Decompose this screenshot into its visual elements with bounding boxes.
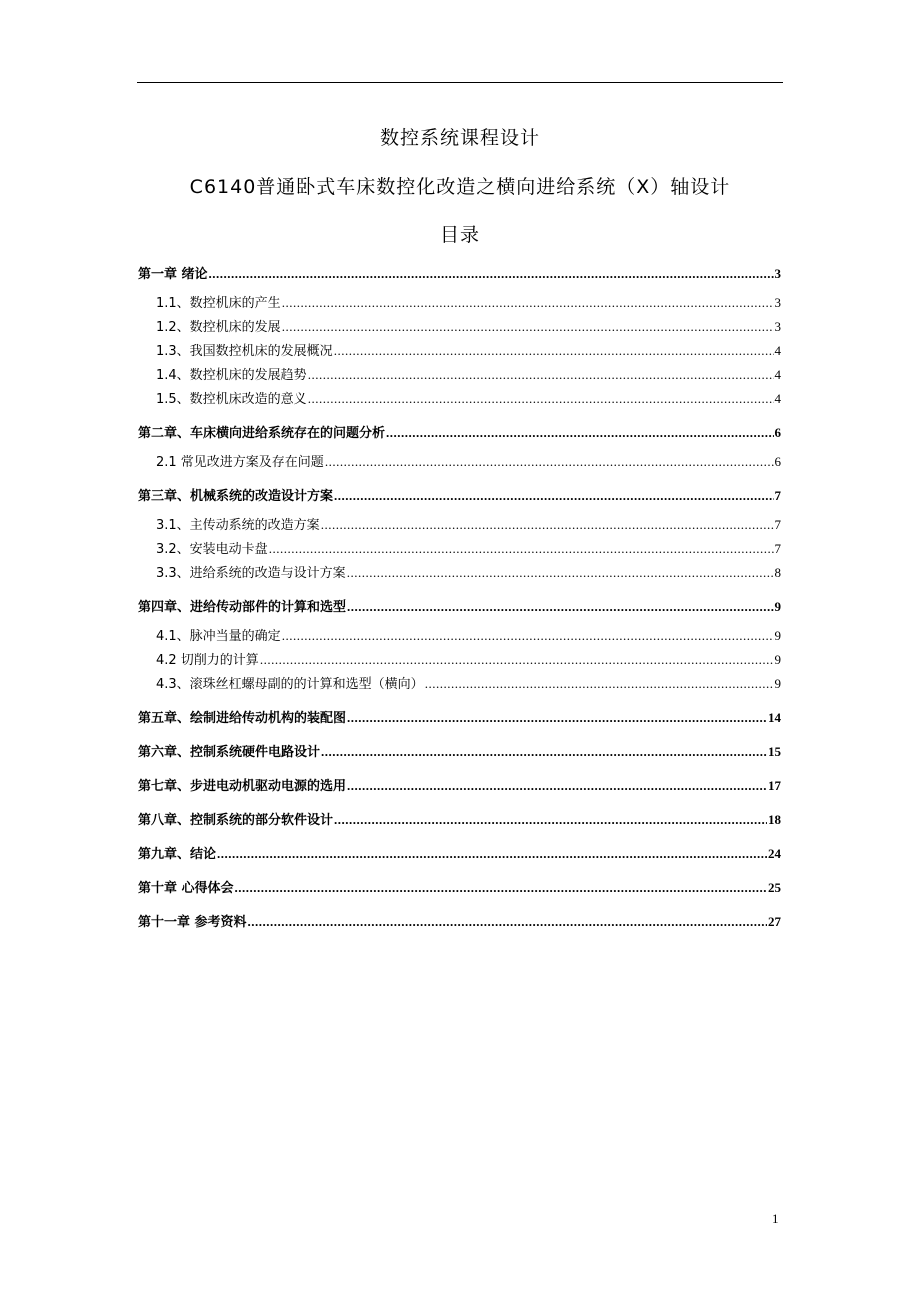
toc-section-entry[interactable]: [138, 676, 781, 693]
toc-dot-leader: [386, 425, 773, 441]
toc-chapter-entry[interactable]: [138, 880, 781, 897]
toc-section-entry[interactable]: [138, 295, 781, 312]
toc-entry-page: 15: [768, 744, 781, 759]
toc-entry-title: 第一章 绪论: [138, 267, 208, 282]
toc-dot-leader: [308, 367, 774, 383]
toc-dot-leader: [282, 319, 774, 335]
toc-section-entry[interactable]: [138, 391, 781, 408]
toc-section-entry[interactable]: [138, 565, 781, 582]
toc-dot-leader: [209, 266, 774, 282]
toc-entry-title: 3.2、安装电动卡盘: [156, 542, 268, 557]
toc-entry-page: 6: [774, 425, 781, 440]
toc-entry-title: 2.1 常见改进方案及存在问题: [156, 455, 324, 470]
toc-chapter-entry[interactable]: [138, 914, 781, 931]
toc-dot-leader: [321, 517, 774, 533]
toc-chapter-entry[interactable]: [138, 599, 781, 616]
toc-dot-leader: [282, 628, 774, 644]
toc-dot-leader: [260, 652, 774, 668]
toc-entry-title: 第五章、绘制进给传动机构的装配图: [138, 711, 347, 726]
toc-entry-title: 1.4、数控机床的发展趋势: [156, 368, 307, 383]
toc-entry-title: 第十章 心得体会: [138, 881, 234, 896]
toc-chapter-entry[interactable]: [138, 488, 781, 505]
toc-entry-title: 第六章、控制系统硬件电路设计: [138, 745, 321, 760]
toc-section-entry[interactable]: [138, 367, 781, 384]
toc-entry-page: 24: [768, 846, 781, 861]
toc-dot-leader: [235, 880, 767, 896]
toc-entry-title: 1.3、我国数控机床的发展概况: [156, 344, 333, 359]
toc-entry-page: 8: [774, 565, 781, 580]
toc-entry-title: 3.1、主传动系统的改造方案: [156, 518, 320, 533]
toc-section-entry[interactable]: [138, 628, 781, 645]
toc-section-entry[interactable]: [138, 343, 781, 360]
toc-chapter-entry[interactable]: [138, 266, 781, 283]
toc-dot-leader: [308, 391, 774, 407]
toc-entry-title: 第十一章 参考资料: [138, 915, 247, 930]
document-title: 数控系统课程设计: [379, 127, 540, 149]
toc-dot-leader: [321, 744, 767, 760]
toc-chapter-entry[interactable]: [138, 846, 781, 863]
toc-entry-page: 6: [774, 454, 781, 469]
toc-entry-page: 9: [774, 652, 781, 667]
toc-dot-leader: [248, 914, 767, 930]
toc-dot-leader: [334, 488, 773, 504]
toc-entry-page: 18: [768, 812, 781, 827]
toc-entry-title: 第九章、结论: [138, 847, 217, 862]
toc-entry-page: 9: [774, 676, 781, 691]
toc-entry-page: 7: [774, 517, 781, 532]
toc-section-entry[interactable]: [138, 319, 781, 336]
header-rule: [137, 82, 783, 83]
toc-entry-page: 27: [768, 914, 781, 929]
toc-entry-page: 7: [774, 488, 781, 503]
toc-entry-title: 第二章、车床横向进给系统存在的问题分析: [138, 426, 386, 441]
toc-chapter-entry[interactable]: [138, 778, 781, 795]
toc-entry-page: 3: [774, 266, 781, 281]
toc-entry-page: 4: [774, 343, 781, 358]
toc-chapter-entry[interactable]: [138, 744, 781, 761]
toc-dot-leader: [269, 541, 774, 557]
toc-dot-leader: [325, 454, 774, 470]
table-of-contents: [138, 266, 781, 931]
toc-entry-title: 1.5、数控机床改造的意义: [156, 392, 307, 407]
toc-entry-page: 7: [774, 541, 781, 556]
document-subtitle: C6140普通卧式车床数控化改造之横向进给系统（X）轴设计: [189, 176, 731, 198]
toc-entry-page: 3: [774, 295, 781, 310]
toc-entry-title: 第三章、机械系统的改造设计方案: [138, 489, 334, 504]
toc-dot-leader: [347, 710, 767, 726]
toc-entry-title: 第四章、进给传动部件的计算和选型: [138, 600, 347, 615]
toc-section-entry[interactable]: [138, 454, 781, 471]
toc-entry-title: 第八章、控制系统的部分软件设计: [138, 813, 334, 828]
toc-entry-page: 9: [774, 599, 781, 614]
toc-dot-leader: [282, 295, 774, 311]
toc-chapter-entry[interactable]: [138, 710, 781, 727]
toc-dot-leader: [347, 778, 767, 794]
toc-entry-title: 第七章、步进电动机驱动电源的选用: [138, 779, 347, 794]
toc-dot-leader: [334, 812, 767, 828]
toc-section-entry[interactable]: [138, 517, 781, 534]
toc-entry-page: 3: [774, 319, 781, 334]
toc-entry-page: 9: [774, 628, 781, 643]
toc-chapter-entry[interactable]: [138, 425, 781, 442]
toc-entry-title: 4.3、滚珠丝杠螺母副的的计算和选型（横向）: [156, 677, 424, 692]
toc-section-entry[interactable]: [138, 541, 781, 558]
toc-dot-leader: [347, 599, 773, 615]
toc-chapter-entry[interactable]: [138, 812, 781, 829]
toc-dot-leader: [217, 846, 767, 862]
toc-entry-title: 1.1、数控机床的产生: [156, 296, 281, 311]
toc-heading: 目录: [439, 224, 480, 246]
toc-entry-title: 4.2 切削力的计算: [156, 653, 259, 668]
toc-entry-page: 4: [774, 367, 781, 382]
toc-entry-page: 14: [768, 710, 781, 725]
toc-entry-page: 25: [768, 880, 781, 895]
toc-entry-title: 1.2、数控机床的发展: [156, 320, 281, 335]
toc-section-entry[interactable]: [138, 652, 781, 669]
toc-entry-page: 4: [774, 391, 781, 406]
toc-dot-leader: [347, 565, 774, 581]
page-number: 1: [772, 1211, 779, 1226]
toc-dot-leader: [334, 343, 774, 359]
toc-entry-page: 17: [768, 778, 781, 793]
toc-dot-leader: [425, 676, 774, 692]
toc-entry-title: 4.1、脉冲当量的确定: [156, 629, 281, 644]
toc-entry-title: 3.3、进给系统的改造与设计方案: [156, 566, 346, 581]
